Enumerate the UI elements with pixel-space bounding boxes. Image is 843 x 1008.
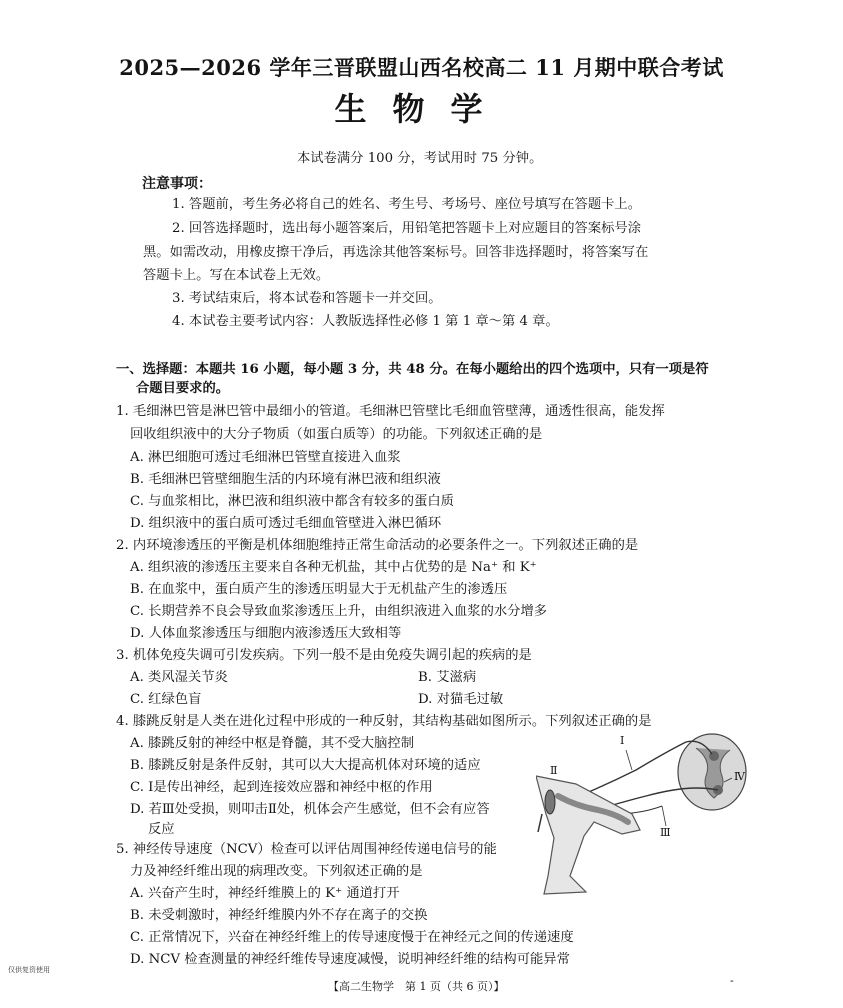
figure-label-4: Ⅳ xyxy=(734,770,745,783)
option-b: B. 艾滋病 xyxy=(418,670,477,685)
option-b: B. 膝跳反射是条件反射，其可以大大提高机体对环境的适应 xyxy=(130,758,481,773)
option-d-cont: 反应 xyxy=(148,822,175,837)
exam-title: 2025—2026 学年三晋联盟山西名校高二 11 月期中联合考试 xyxy=(119,55,724,80)
option-a: A. 组织液的渗透压主要来自各种无机盐，其中占优势的是 Na⁺ 和 K⁺ xyxy=(130,560,537,575)
option-c: C. 正常情况下，兴奋在神经纤维上的传导速度慢于在神经元之间的传递速度 xyxy=(130,930,574,945)
question-stem: 力及神经纤维出现的病理改变。下列叙述正确的是 xyxy=(130,864,423,879)
option-c: C. 与血浆相比，淋巴液和组织液中都含有较多的蛋白质 xyxy=(130,494,454,509)
knee-reflex-diagram xyxy=(536,726,762,896)
option-d: D. NCV 检查测量的神经纤维传导速度减慢，说明神经纤维的结构可能异常 xyxy=(130,952,570,967)
note-line: 答题卡上。写在本试卷上无效。 xyxy=(143,268,330,283)
question-stem: 回收组织液中的大分子物质（如蛋白质等）的功能。下列叙述正确的是 xyxy=(130,427,543,442)
section-heading: 一、选择题：本题共 16 小题，每小题 3 分，共 48 分。在每小题给出的四个选项中，只有一项是符 xyxy=(116,362,709,377)
option-a: A. 兴奋产生时，神经纤维膜上的 K⁺ 通道打开 xyxy=(130,886,400,901)
option-a: A. 类风湿关节炎 xyxy=(130,670,228,685)
figure-label-2: Ⅱ xyxy=(550,764,558,777)
option-d: D. 组织液中的蛋白质可透过毛细血管壁进入淋巴循环 xyxy=(130,516,442,531)
option-c: C. 长期营养不良会导致血浆渗透压上升，由组织液进入血浆的水分增多 xyxy=(130,604,548,619)
note-line: 黑。如需改动，用橡皮擦干净后，再选涂其他答案标号。回答非选择题时，将答案写在 xyxy=(143,245,649,260)
note-line: 4. 本试卷主要考试内容：人教版选择性必修 1 第 1 章～第 4 章。 xyxy=(172,314,559,329)
option-a: A. 膝跳反射的神经中枢是脊髓，其不受大脑控制 xyxy=(130,736,414,751)
note-line: 2. 回答选择题时，选出每小题答案后，用铅笔把答题卡上对应题目的答案标号涂 xyxy=(172,221,642,236)
figure-label-3: Ⅲ xyxy=(660,826,671,839)
option-d: D. 若Ⅲ处受损，则叩击Ⅱ处，机体会产生感觉，但不会有应答 xyxy=(130,802,490,817)
question-stem: 5. 神经传导速度（NCV）检查可以评估周围神经传递电信号的能 xyxy=(116,842,497,857)
section-heading-cont: 合题目要求的。 xyxy=(136,381,230,396)
note-line: 1. 答题前，考生务必将自己的姓名、考生号、考场号、座位号填写在答题卡上。 xyxy=(172,197,642,212)
option-d: D. 对猫毛过敏 xyxy=(418,692,504,707)
option-c: C. Ⅰ是传出神经，起到连接效应器和神经中枢的作用 xyxy=(130,780,433,795)
option-a: A. 淋巴细胞可透过毛细淋巴管壁直接进入血浆 xyxy=(130,450,401,465)
option-c: C. 红绿色盲 xyxy=(130,692,202,707)
page-footer: 【高二生物学 第 1 页（共 6 页）】 xyxy=(328,980,505,993)
notes-heading: 注意事项： xyxy=(142,176,212,192)
note-line: 3. 考试结束后，将本试卷和答题卡一并交回。 xyxy=(172,291,442,306)
question-stem: 3. 机体免疫失调可引发疾病。下列一般不是由免疫失调引起的疾病的是 xyxy=(116,648,532,663)
knee-reflex-figure xyxy=(536,726,762,896)
option-b: B. 未受刺激时，神经纤维膜内外不存在离子的交换 xyxy=(130,908,428,923)
subject-title: 生物学 xyxy=(334,90,509,128)
option-b: B. 毛细淋巴管壁细胞生活的内环境有淋巴液和组织液 xyxy=(130,472,441,487)
option-d: D. 人体血浆渗透压与细胞内液渗透压大致相等 xyxy=(130,626,402,641)
question-stem: 4. 膝跳反射是人类在进化过程中形成的一种反射，其结构基础如图所示。下列叙述正确的是 xyxy=(116,714,652,729)
question-stem: 2. 内环境渗透压的平衡是机体细胞维持正常生命活动的必要条件之一。下列叙述正确的是 xyxy=(116,538,639,553)
question-stem: 1. 毛细淋巴管是淋巴管中最细小的管道。毛细淋巴管壁比毛细血管壁薄，通透性很高，能发挥 xyxy=(116,404,665,419)
exam-intro: 本试卷满分 100 分，考试用时 75 分钟。 xyxy=(297,151,543,166)
option-b: B. 在血浆中，蛋白质产生的渗透压明显大于无机盐产生的渗透压 xyxy=(130,582,508,597)
footer-mark: - xyxy=(730,974,734,987)
side-note: 仅供复资使用 xyxy=(8,966,50,974)
figure-label-1: Ⅰ xyxy=(620,734,625,747)
